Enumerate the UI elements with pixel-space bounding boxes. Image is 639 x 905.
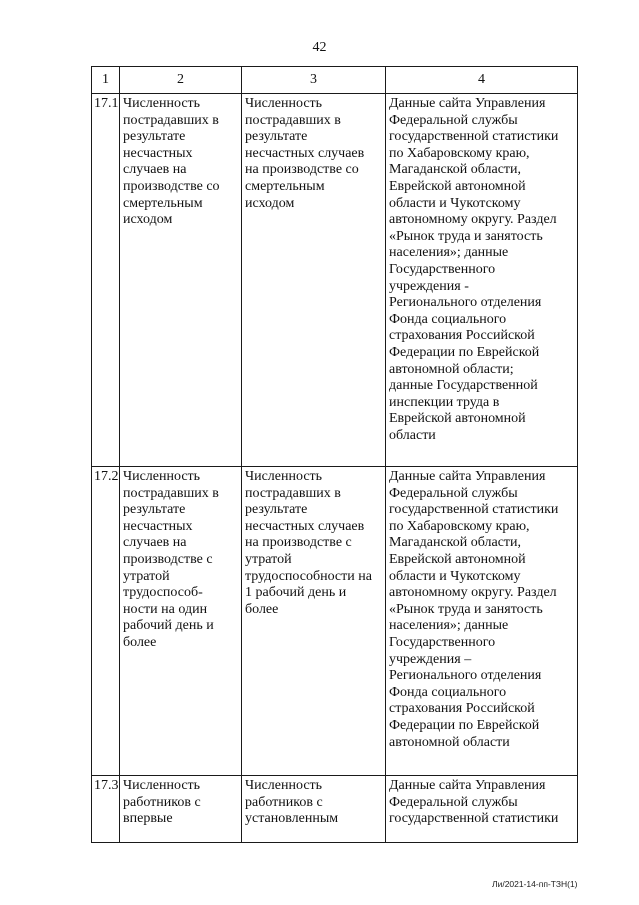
- page-number: 42: [312, 40, 327, 55]
- indicator-table: [91, 66, 578, 843]
- header-cell-2: 2: [120, 67, 242, 94]
- indicator-definition: Численность пострадавших в результате несчастных случаев на производстве с утратой трудоспособности на 1 рабочий день и более: [242, 467, 386, 776]
- table-row: [92, 467, 578, 776]
- table-row: [92, 776, 578, 843]
- indicator-definition: Численность пострадавших в результате несчастных случаев на производстве со смертельным исходом: [242, 94, 386, 467]
- row-number: 17.3: [92, 776, 120, 843]
- indicator-name: Численность пострадавших в результате несчастных случаев на производстве со смертельным исходом: [120, 94, 242, 467]
- data-source: Данные сайта Управления Федеральной службы государственной статистики: [386, 776, 578, 843]
- table-row: [92, 94, 578, 467]
- data-source: Данные сайта Управления Федеральной службы государственной статистики по Хабаровскому краю, Магаданской области, Еврейской автономной области и Чукотскому автономному округу. Раздел «Рынок труда и занятость населения»; данные Государственного учреждения – Регионального отделения Фонда социального страхования Российской Федерации по Еврейской автономной области: [386, 467, 578, 776]
- document-code: Ли/2021-14-пп-ТЗН(1): [492, 879, 578, 889]
- data-source: Данные сайта Управления Федеральной службы государственной статистики по Хабаровскому краю, Магаданской области, Еврейской автономной области и Чукотскому автономному округу. Раздел «Рынок труда и занятость населения»; данные Государственного учреждения - Регионального отделения Фонда социального страхования Российской Федерации по Еврейской автономной области; данные Государственной инспекции труда в Еврейской автономной области: [386, 94, 578, 467]
- indicator-definition: Численность работников с установленным: [242, 776, 386, 843]
- indicator-name: Численность пострадавших в результате несчастных случаев на производстве с утратой трудоспособ- ности на один рабочий день и более: [120, 467, 242, 776]
- header-cell-3: 3: [242, 67, 386, 94]
- indicator-name: Численность работников с впервые: [120, 776, 242, 843]
- table-header-row: [92, 67, 578, 94]
- header-cell-1: 1: [92, 67, 120, 94]
- row-number: 17.1: [92, 94, 120, 467]
- row-number: 17.2: [92, 467, 120, 776]
- header-cell-4: 4: [386, 67, 578, 94]
